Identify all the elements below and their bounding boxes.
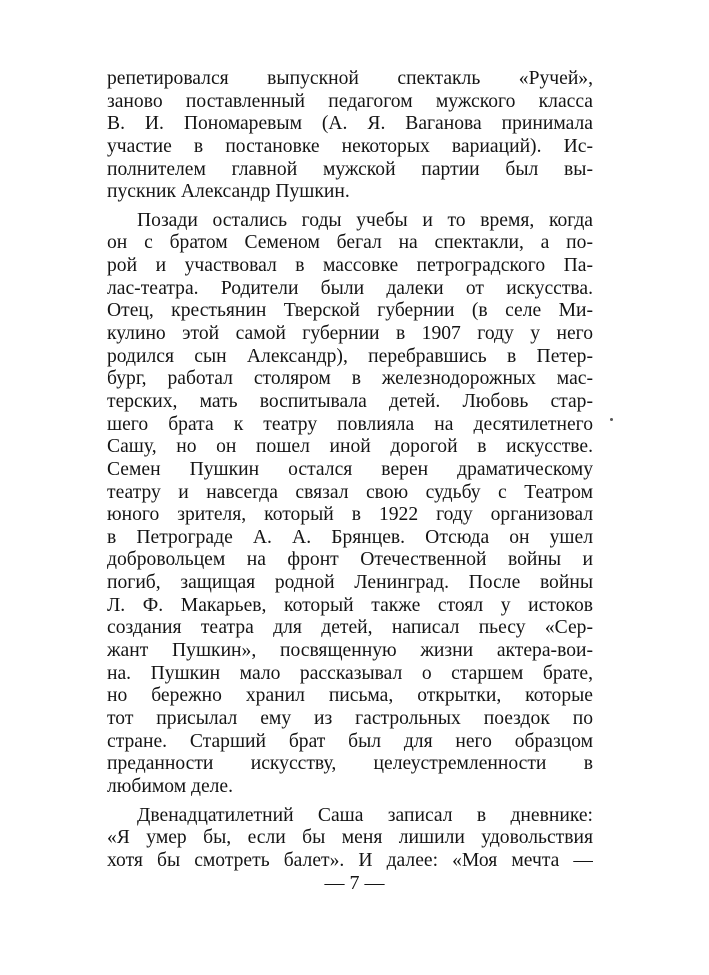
text-line: шего брата к театру повлияла на десятилетнего [107, 413, 593, 435]
text-line: юного зрителя, который в 1922 году организовал [107, 504, 593, 526]
text-line: жант Пушкин», посвященную жизни актера-вои- [107, 640, 593, 662]
text-line: Л. Ф. Макарьев, который также стоял у истоков [107, 594, 593, 616]
text-line: Сашу, но он пошел иной дорогой в искусстве. [107, 436, 593, 458]
text-line: стране. Старший брат был для него образцом [107, 730, 593, 752]
text-line: создания театра для детей, написал пьесу «Сер- [107, 617, 593, 639]
text-line: родился сын Александр), перебравшись в Петер- [107, 345, 593, 367]
text-line: бург, работал столяром в железнодорожных мас- [107, 368, 593, 390]
text-line: погиб, защищая родной Ленинград. После войны [107, 572, 593, 594]
text-line: пускник Александр Пушкин. [107, 181, 350, 203]
text-line: добровольцем на фронт Отечественной войны и [107, 549, 593, 571]
text-line: театру и навсегда связал свою судьбу с Театром [107, 481, 593, 503]
text-line: «Я умер бы, если бы меня лишили удовольствия [107, 827, 593, 849]
text-line: тот присылал ему из гастрольных поездок по [107, 707, 593, 729]
text-line: Позади остались годы учебы и то время, когда [137, 209, 593, 231]
text-line: рой и участвовал в массовке петроградского Па- [107, 255, 593, 277]
text-line: участие в постановке некоторых вариаций). Ис- [107, 135, 593, 157]
text-line: на. Пушкин мало рассказывал о старшем брате, [107, 662, 593, 684]
text-line: Отец, крестьянин Тверской губернии (в селе Ми- [107, 300, 593, 322]
text-line: полнителем главной мужской партии был вы- [107, 158, 593, 180]
text-line: в Петрограде А. А. Брянцев. Отсюда он ушел [107, 526, 593, 548]
text-line: преданности искусству, целеустремленности в [107, 753, 593, 775]
text-line: он с братом Семеном бегал на спектакли, а по- [107, 232, 593, 254]
text-line: любимом деле. [107, 775, 234, 797]
text-line: Семен Пушкин остался верен драматическому [107, 458, 593, 480]
body-text [107, 68, 593, 872]
text-line: репетировался выпускной спектакль «Ручей», [107, 68, 593, 89]
text-line: хотя бы смотреть балет». И далее: «Моя мечта — [107, 849, 593, 871]
text-line: В. И. Пономаревым (А. Я. Ваганова принимала [107, 113, 593, 135]
text-line: кулино этой самой губернии в 1907 году у него [107, 323, 593, 345]
text-line: но бережно хранил письма, открытки, которые [107, 685, 593, 707]
page-number: — 7 — [324, 872, 385, 894]
text-line: заново поставленный педагогом мужского класса [107, 90, 593, 112]
text-line: лас-театра. Родители были далеки от искусства. [107, 277, 593, 299]
text-line: Двенадцатилетний Саша записал в дневнике: [137, 804, 593, 826]
scan-speck [610, 418, 613, 421]
text-line: терских, мать воспитывала детей. Любовь стар- [107, 390, 593, 412]
